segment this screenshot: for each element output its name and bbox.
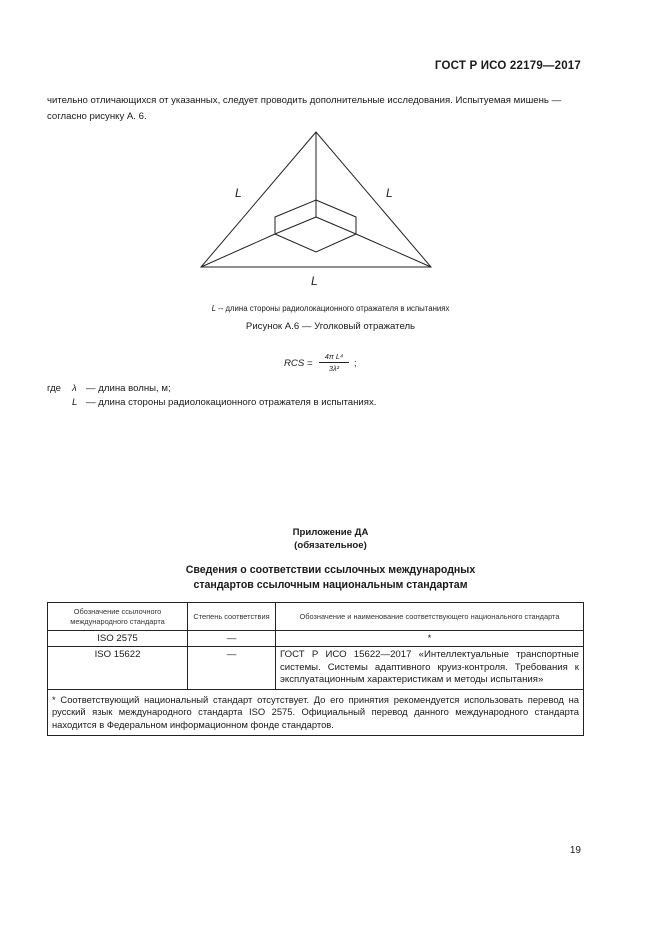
figure-legend [0,304,661,313]
appendix-title-block [0,526,661,552]
cell-national-standard: * [276,631,584,647]
cell-degree: — [188,647,276,690]
table-footnote: * Соответствующий национальный стандарт отсутствует. До его принятия рекомендуется использовать перевод на русский язык международного стандарта ISO 2575. Официальный перевод данного международного стандарта находится в Федеральном информационном фонде стандартов. [48,689,584,736]
table-header-row [48,603,584,631]
document-code: ГОСТ Р ИСО 22179—2017 [434,60,581,72]
header-international-standard: Обозначение ссылочного международного стандарта [48,603,188,631]
formula-fraction [319,352,349,373]
symbol-l: L [72,397,78,408]
explanation-row [47,396,376,410]
cell-international-standard: ISO 2575 [48,631,188,647]
hexagon-to-base-right [356,234,431,267]
explanation-text: — длина стороны радиолокационного отражателя в испытаниях. [86,397,377,408]
formula-terminator: ; [354,358,357,369]
cell-degree: — [188,631,276,647]
formula-numerator: 4π L⁴ [319,352,349,363]
hexagon-inner-right [316,217,356,234]
formula-denominator: 3λ² [328,364,340,373]
label-right-side: L [386,186,393,200]
intro-line-2: согласно рисунку А. 6. [47,111,147,122]
explanation-text: — длина волны, м; [86,383,171,394]
hexagon-inner-left [275,217,316,234]
header-degree: Степень соответствия [188,603,276,631]
legend-text: -- длина стороны радиолокационного отражателя в испытаниях [215,304,450,313]
table-row [48,647,584,690]
symbol-lambda: λ [72,383,77,394]
table-footnote-row [48,689,584,736]
appendix-status: (обязательное) [294,540,367,551]
explanation-row [47,382,376,396]
intro-line-1: чительно отличающихся от указанных, следует проводить дополнительные исследования. Испытуемая мишень — [47,95,562,106]
formula-lhs: RCS = [284,358,313,369]
where-lead: где [47,383,62,394]
figure-caption: Рисунок А.6 — Уголковый отражатель [245,321,416,332]
symbol-explanations [47,382,376,410]
table-row [48,631,584,647]
corner-reflector-figure [196,128,436,293]
appendix-title: Приложение ДА [292,527,369,538]
hexagon-to-base-left [201,234,275,267]
appendix-heading [0,563,661,593]
label-left-side: L [235,186,242,200]
appendix-heading-line-1: Сведения о соответствии ссылочных международных [185,564,476,576]
legend-symbol: L [211,304,216,313]
header-national-standard: Обозначение и наименование соответствующего национального стандарта [276,603,584,631]
intro-paragraph [47,93,587,125]
appendix-heading-line-2: стандартов ссылочным национальным стандартам [193,579,468,591]
cell-international-standard: ISO 15622 [48,647,188,690]
page-number: 19 [569,845,581,856]
standards-correspondence-table [47,602,584,736]
cell-national-standard: ГОСТ Р ИСО 15622—2017 «Интеллектуальные транспортные системы. Системы адаптивного круиз-контроля. Требования к эксплуатационным характеристикам и методы испытания» [276,647,584,690]
label-base: L [311,274,318,288]
